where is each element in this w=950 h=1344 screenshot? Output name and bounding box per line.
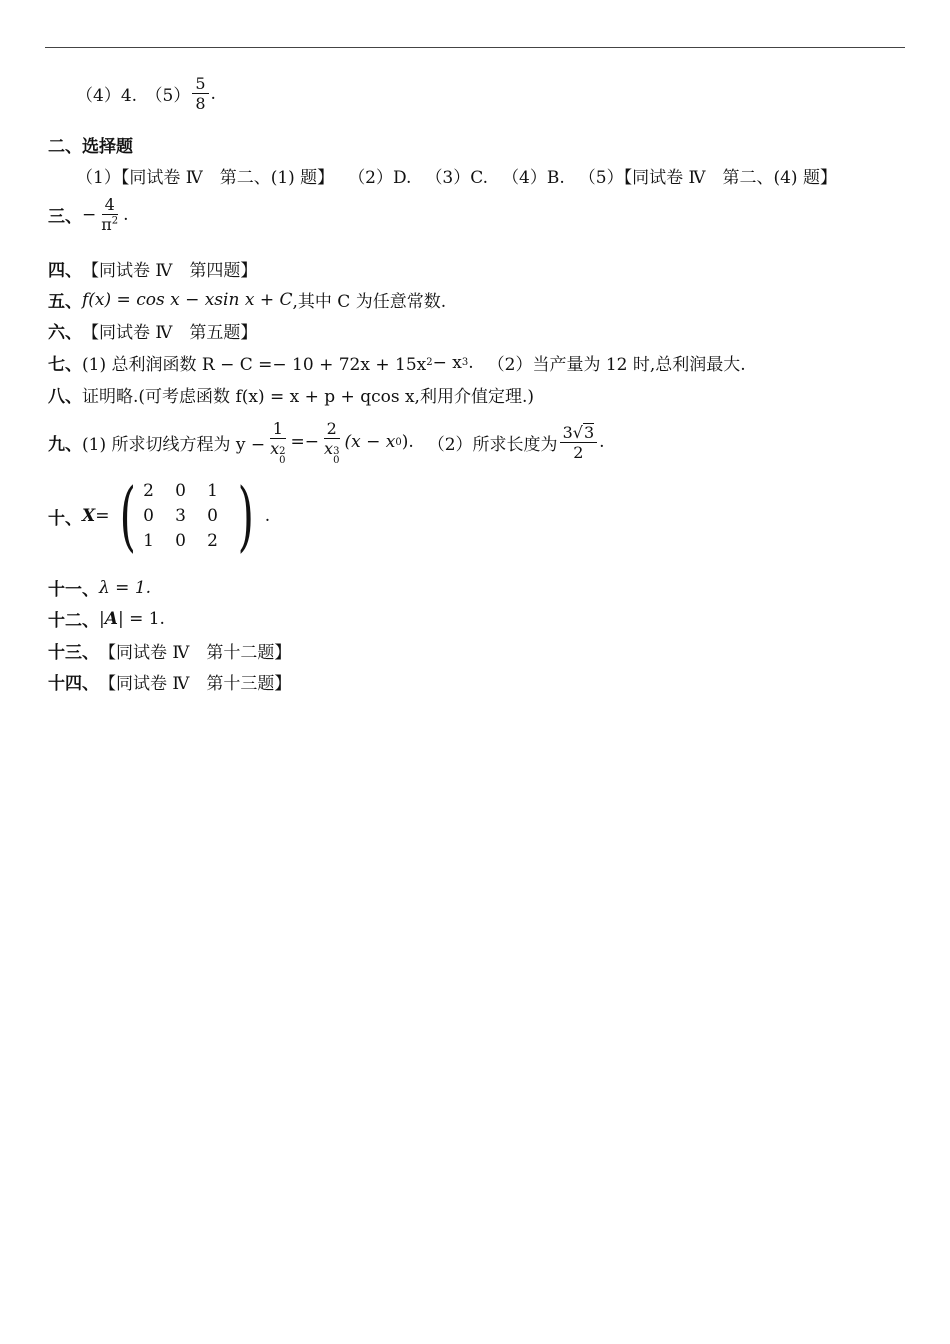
fraction-denominator: 8	[195, 93, 206, 113]
section-7	[48, 350, 746, 375]
section-4-text: 【同试卷 Ⅳ 第四题】	[82, 261, 258, 281]
sqrt-icon: √	[572, 422, 583, 442]
section-12-text: | = 1.	[117, 608, 165, 629]
answer-4-5-tail: .	[210, 83, 216, 104]
section-10-tail: .	[264, 506, 271, 526]
equals-sign: =	[95, 506, 110, 526]
section-3	[48, 196, 129, 234]
fraction-numerator: 2	[324, 420, 340, 439]
section-11-text: λ = 1.	[99, 577, 152, 598]
section-10-heading: 十、	[48, 508, 82, 529]
section-8-text: 证明略.(可考虑函数 f(x) = x + p + qcos x,利用介值定理.)	[82, 387, 535, 407]
section-13	[48, 638, 291, 663]
exponent: 2	[279, 445, 286, 457]
choice-answer-5: （5）【同试卷 Ⅳ 第二、(4) 题】	[578, 168, 837, 188]
matrix-cell: 0	[175, 481, 186, 501]
answer-4-5-lead: （4）4. （5）	[76, 86, 191, 107]
pi-symbol: π	[101, 214, 112, 234]
section-9	[48, 420, 605, 465]
section-9-part-2-tail: .	[599, 432, 605, 453]
section-8-heading: 八、	[48, 387, 82, 407]
variable-x: x	[324, 438, 334, 458]
section-10	[48, 471, 271, 560]
section-9-part-2: （2）所求长度为	[427, 434, 558, 455]
fraction-denominator	[98, 215, 121, 234]
section-9-part-1: (1) 所求切线方程为 y −	[82, 434, 266, 455]
section-2-heading: 二、选择题	[48, 137, 133, 157]
subscript: 0	[333, 454, 340, 466]
function-name: f	[82, 289, 89, 310]
subscript: 0	[279, 454, 286, 466]
matrix-cell: 1	[207, 481, 218, 501]
section-13-text: 【同试卷 Ⅳ 第十二题】	[99, 643, 292, 663]
matrix-x	[113, 471, 260, 560]
exponent: 3	[333, 445, 340, 457]
section-14	[48, 669, 291, 694]
fraction-5-8	[192, 75, 208, 113]
choice-answer-3: （3）C.	[425, 168, 489, 188]
section-7-heading: 七、	[48, 355, 82, 375]
matrix-cell: 0	[143, 506, 154, 526]
equals-sign: =−	[290, 432, 320, 453]
section-3-heading: 三、	[48, 207, 82, 228]
matrix-cell: 2	[143, 481, 154, 501]
section-9-heading: 九、	[48, 434, 82, 455]
section-12-heading: 十二、	[48, 611, 99, 631]
section-3-tail: .	[123, 204, 129, 225]
section-12	[48, 606, 165, 631]
section-11-heading: 十一、	[48, 580, 99, 600]
abs-bar-left: |	[99, 608, 105, 629]
section-6-heading: 六、	[48, 323, 82, 343]
right-paren: )	[237, 471, 255, 560]
exponent: 2	[426, 357, 433, 368]
section-4-heading: 四、	[48, 261, 82, 281]
fraction-numerator: 1	[270, 420, 286, 439]
exponent: 2	[111, 215, 119, 227]
radicand: 3	[583, 422, 595, 442]
section-14-text: 【同试卷 Ⅳ 第十三题】	[99, 674, 292, 694]
fraction-1-x0sq	[267, 420, 288, 465]
section-4	[48, 256, 257, 281]
choice-answer-1: （1）【同试卷 Ⅳ 第二、(1) 题】	[76, 168, 335, 188]
matrix-cell: 3	[175, 506, 186, 526]
section-6	[48, 318, 257, 343]
matrix-grid	[143, 481, 231, 551]
left-paren: (	[120, 471, 137, 560]
matrix-cell: 0	[175, 531, 186, 551]
matrix-cell: 2	[207, 531, 218, 551]
matrix-cell: 1	[143, 531, 154, 551]
section-7-part-1c: .	[468, 352, 474, 373]
matrix-variable: A	[104, 608, 118, 629]
section-5-heading: 五、	[48, 292, 82, 312]
fraction-3sqrt3-2	[560, 423, 598, 462]
section-6-text: 【同试卷 Ⅳ 第五题】	[82, 323, 258, 343]
section-5-text: ,其中 C 为任意常数.	[292, 292, 447, 312]
fraction-denominator	[267, 439, 288, 465]
section-2-answers	[76, 163, 837, 188]
fraction-numerator	[560, 423, 598, 443]
fraction-denominator	[321, 439, 342, 465]
fraction-2-x0cube	[321, 420, 342, 465]
subscript: 0	[395, 436, 402, 448]
fraction-numerator: 5	[192, 75, 208, 94]
header-rule	[45, 47, 905, 48]
section-5	[48, 287, 446, 312]
choice-answer-4: （4）B.	[502, 168, 565, 188]
matrix-cell: 0	[207, 506, 218, 526]
section-7-part-1: (1) 总利润函数 R − C =− 10 + 72x + 15x	[82, 355, 427, 375]
exponent: 3	[461, 357, 469, 368]
section-8	[48, 382, 534, 407]
section-7-part-1b: − x	[432, 352, 462, 373]
section-14-heading: 十四、	[48, 674, 99, 694]
fraction-numerator: 4	[102, 196, 118, 215]
choice-answer-2: （2）D.	[348, 168, 412, 188]
section-11	[48, 575, 151, 600]
section-3-sign: −	[82, 204, 97, 225]
section-9-tail-end: ).	[401, 432, 414, 453]
section-13-heading: 十三、	[48, 643, 99, 663]
function-expression: (x) = cos x − xsin x + C	[88, 289, 293, 310]
fraction-4-pi2	[98, 196, 121, 234]
matrix-variable: X	[82, 506, 96, 526]
answer-line-4-5	[76, 75, 216, 113]
fraction-denominator: 2	[573, 442, 584, 462]
coefficient: 3	[562, 422, 573, 442]
section-7-part-2: （2）当产量为 12 时,总利润最大.	[487, 355, 746, 375]
variable-x: x	[270, 438, 280, 458]
section-9-tail: (x − x	[344, 432, 396, 453]
